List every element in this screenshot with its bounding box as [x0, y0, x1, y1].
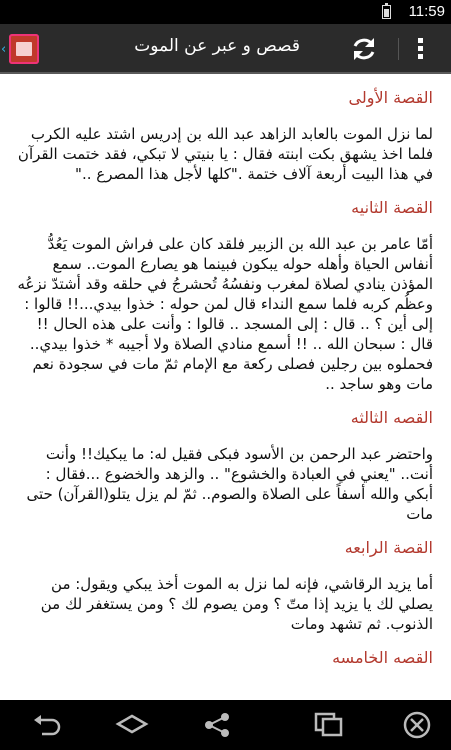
- story-item: [0, 524, 451, 634]
- action-bar: [0, 24, 451, 74]
- home-icon[interactable]: [115, 710, 149, 740]
- divider: [398, 38, 399, 60]
- story-item: [0, 634, 451, 684]
- story-title: القصة الأولى: [348, 88, 433, 107]
- story-item: [0, 184, 451, 394]
- recent-apps-icon[interactable]: [312, 710, 346, 740]
- share-icon[interactable]: [200, 710, 234, 740]
- story-text: أمّا عامر بن عبد الله بن الزبير فلقد كان على فراش الموت يَعُدُّ أنفاس الحياة وأهله حوله يبكون فبينما هو يصارع الموت.. سمع المؤذن ينادي لصلاة لمغرب ونفسُهُ تُحشرجُ في حلقه وقد أشتدّ نزعُه وعظُم كربه فلما سمع النداء قال لمن حوله : خذوا بيدي...!! قالوا : إلى أين ؟ .. قال : إلى المسجد .. قالوا : وأنت على هذه الحال !! قال : سبحان الله .. !! أسمع منادي الصلاة ولا أجيبه * خذوا بيدي.. فحملوه بين رجلين فصلى ركعة مع الإمام ثمّ مات في سجودة نعم مات وهو ساجد ..: [17, 235, 433, 393]
- story-title: القصة الرابعه: [344, 538, 433, 557]
- story-text: أما يزيد الرقاشي، فإنه لما نزل به الموت أخذ يبكي ويقول: من يصلي لك يا يزيد إذا متّ ؟ ومن يصوم لك ؟ ومن يستغفر لك من الذنوب. ثم تشهد ومات: [40, 575, 433, 633]
- refresh-icon[interactable]: [350, 35, 378, 63]
- story-text: واحتضر عبد الرحمن بن الأسود فبكى فقيل له: ما يبكيك!! وأنت أنت.. "يعني في العبادة والخشوع" .. والزهد والخضوع ...فقال : أبكي والله أسفاً على الصلاة والصوم.. ثمّ لم يزل يتلو(القرآن) حتى مات: [26, 445, 433, 523]
- story-title: القصه الخامسه: [332, 648, 433, 667]
- back-icon[interactable]: [30, 710, 64, 740]
- close-icon[interactable]: [400, 710, 434, 740]
- navigation-bar: [0, 700, 451, 750]
- story-title: القصة الثانيه: [351, 198, 433, 217]
- story-item: [0, 74, 451, 184]
- battery-icon: [382, 5, 391, 19]
- story-title: القصه الثالثه: [350, 408, 433, 427]
- page-title: قصص و عبر عن الموت: [134, 36, 300, 56]
- status-bar: [0, 0, 451, 24]
- story-item: [0, 394, 451, 524]
- stories-list[interactable]: [0, 74, 451, 700]
- status-time: 11:59: [408, 3, 445, 20]
- chevron-left-icon[interactable]: ‹: [1, 42, 7, 57]
- overflow-menu-icon[interactable]: [418, 38, 424, 60]
- app-icon[interactable]: [9, 34, 39, 64]
- story-text: لما نزل الموت بالعابد الزاهد عبد الله بن إدريس اشتد عليه الكرب فلما اخذ يشهق بكت ابنته فقال : يا بنيتي لا تبكي، فقد ختمت القرآن في هذا البيت أربعة آلاف ختمة ."كلها لأجل هذا المصرع ..": [17, 125, 433, 183]
